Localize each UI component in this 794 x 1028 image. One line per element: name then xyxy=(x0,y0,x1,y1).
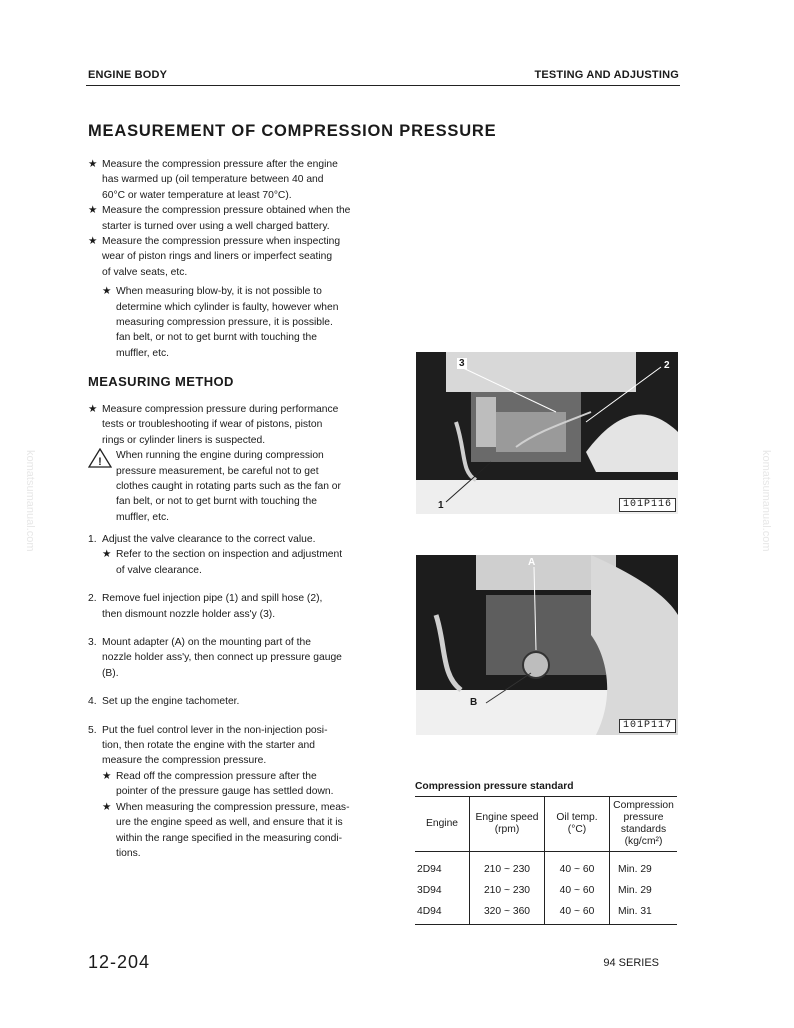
intro-line: determine which cylinder is faulty, however when xyxy=(116,301,339,313)
intro-line: wear of piston rings and liners or imperfect seating xyxy=(102,251,333,263)
header-section-right: TESTING AND ADJUSTING xyxy=(534,69,679,81)
warning-line: When running the engine during compression xyxy=(116,450,324,462)
star-icon: ★ xyxy=(102,770,112,782)
method-line: Measure compression pressure during performance xyxy=(102,404,339,415)
table-row xyxy=(415,880,677,901)
photo-tag: 101P116 xyxy=(619,498,676,512)
warning-line: fan belt, or not to get burnt with touching the xyxy=(116,496,317,508)
table-cell: Min. 31 xyxy=(610,901,678,925)
step-item xyxy=(88,532,370,578)
watermark: komatsumanual.com xyxy=(760,450,772,552)
callout-label: B xyxy=(470,697,478,708)
table-cell: 40 ~ 60 xyxy=(545,901,610,925)
step-sub xyxy=(102,547,370,578)
warning-line: clothes caught in rotating parts such as the fan or xyxy=(116,481,341,493)
engine-photo-1 xyxy=(416,352,678,514)
step-number: 2. xyxy=(88,593,97,605)
step-line: Put the fuel control lever in the non-injection posi- xyxy=(102,724,328,736)
series-label: 94 SERIES xyxy=(603,957,659,969)
intro-subitem xyxy=(102,284,370,361)
star-icon: ★ xyxy=(88,205,98,217)
table-header: Compression pressure standards (kg/cm²) xyxy=(610,797,678,852)
step-number: 3. xyxy=(88,637,97,649)
intro-line: fan belt, or not to get burnt with touching the xyxy=(116,332,317,344)
method-block xyxy=(88,402,370,525)
intro-line: Measure the compression pressure obtained when the xyxy=(102,205,351,217)
step-line: (B). xyxy=(102,667,119,679)
step-line: Adjust the valve clearance to the correct value. xyxy=(102,534,316,545)
header-rule xyxy=(86,85,680,86)
star-icon: ★ xyxy=(102,286,112,298)
page-number: 12-204 xyxy=(88,952,151,972)
step-item xyxy=(88,694,370,709)
step-line: Remove fuel injection pipe (1) and spill hose (2), xyxy=(102,593,323,605)
step-item xyxy=(88,635,370,681)
step-number: 5. xyxy=(88,724,97,736)
table-cell: 2D94 xyxy=(415,852,470,881)
table-row xyxy=(415,901,677,925)
callout-label: 2 xyxy=(664,360,670,371)
table-cell: Min. 29 xyxy=(618,864,652,875)
method-line: rings or cylinder liners is suspected. xyxy=(102,434,266,446)
table-caption: Compression pressure standard xyxy=(415,781,574,792)
step-line: measure the compression pressure. xyxy=(102,755,267,767)
table-header: Engine speed (rpm) xyxy=(470,797,545,852)
compression-standard-table xyxy=(415,796,677,925)
star-icon: ★ xyxy=(88,159,98,170)
warning-line: muffler, etc. xyxy=(116,511,170,523)
star-icon: ★ xyxy=(102,801,112,813)
intro-item xyxy=(88,234,370,280)
star-icon: ★ xyxy=(102,549,112,561)
method-note xyxy=(88,402,370,448)
warning-line: pressure measurement, be careful not to get xyxy=(116,465,319,477)
table-cell: 40 ~ 60 xyxy=(545,880,610,901)
callout-label: 3 xyxy=(459,358,465,369)
intro-line: has warmed up (oil temperature between 40 and xyxy=(102,174,324,186)
svg-text:!: ! xyxy=(98,456,102,469)
table-cell: 320 ~ 360 xyxy=(470,901,545,925)
callout-label: 1 xyxy=(438,500,444,511)
step-sub xyxy=(102,800,370,862)
callout-label: A xyxy=(528,557,536,568)
step-line: nozzle holder ass'y, then connect up pressure gauge xyxy=(102,652,342,664)
engine-photo-1-image xyxy=(416,352,678,514)
step-line: Set up the engine tachometer. xyxy=(102,696,240,708)
method-line: tests or troubleshooting if wear of pistons, piston xyxy=(102,419,323,431)
intro-list xyxy=(88,157,370,361)
step-line: then dismount nozzle holder ass'y (3). xyxy=(102,608,276,620)
step-line: Read off the compression pressure after the xyxy=(116,770,317,782)
table-cell: 210 ~ 230 xyxy=(470,880,545,901)
table-header: Engine xyxy=(415,797,470,852)
table-row xyxy=(415,852,677,881)
watermark: komatsumanual.com xyxy=(24,450,36,552)
step-line: Refer to the section on inspection and adjustment xyxy=(116,549,343,561)
step-line: Mount adapter (A) on the mounting part of the xyxy=(102,637,311,649)
step-line: pointer of the pressure gauge has settled down. xyxy=(116,786,334,798)
intro-item xyxy=(88,157,370,203)
table-cell: Min. 29 xyxy=(618,885,652,896)
header-section-left: ENGINE BODY xyxy=(88,69,168,81)
intro-line: 60°C or water temperature at least 70°C). xyxy=(102,189,292,201)
warning-note xyxy=(88,448,370,525)
step-line: When measuring the compression pressure, meas- xyxy=(116,801,350,813)
intro-line: Measure the compression pressure when inspecting xyxy=(102,236,341,248)
star-icon: ★ xyxy=(88,236,98,248)
table-header-row xyxy=(415,797,677,852)
warning-icon xyxy=(88,448,112,468)
intro-item xyxy=(88,203,370,234)
page-title: MEASUREMENT OF COMPRESSION PRESSURE xyxy=(88,122,497,140)
intro-line: starter is turned over using a well charged battery. xyxy=(102,220,330,232)
table-cell: 210 ~ 230 xyxy=(470,852,545,881)
engine-photo-2 xyxy=(416,555,678,735)
star-icon: ★ xyxy=(88,404,98,415)
intro-line: of valve seats, etc. xyxy=(102,266,188,278)
table-cell: 4D94 xyxy=(415,901,470,925)
photo-tag: 101P117 xyxy=(619,719,676,733)
step-line: within the range specified in the measuring condi- xyxy=(116,832,343,844)
table-cell: 3D94 xyxy=(415,880,470,901)
step-item xyxy=(88,723,370,862)
intro-line: measuring compression pressure, it is possible. xyxy=(116,317,333,329)
section-heading: MEASURING METHOD xyxy=(88,374,234,389)
step-line: of valve clearance. xyxy=(116,564,202,576)
intro-line: When measuring blow-by, it is not possible to xyxy=(116,286,322,298)
step-line: tion, then rotate the engine with the starter and xyxy=(102,740,315,752)
step-line: tions. xyxy=(116,847,141,859)
steps-list xyxy=(88,532,370,861)
table-cell: 40 ~ 60 xyxy=(545,852,610,881)
step-line: ure the engine speed as well, and ensure that it is xyxy=(116,817,343,829)
step-sub xyxy=(102,769,370,800)
step-number: 1. xyxy=(88,534,97,545)
step-number: 4. xyxy=(88,696,97,708)
intro-line: Measure the compression pressure after the engine xyxy=(102,159,338,170)
intro-line: muffler, etc. xyxy=(116,347,170,359)
engine-photo-2-image xyxy=(416,555,678,735)
step-item xyxy=(88,591,370,622)
table-header: Oil temp. (°C) xyxy=(545,797,610,852)
